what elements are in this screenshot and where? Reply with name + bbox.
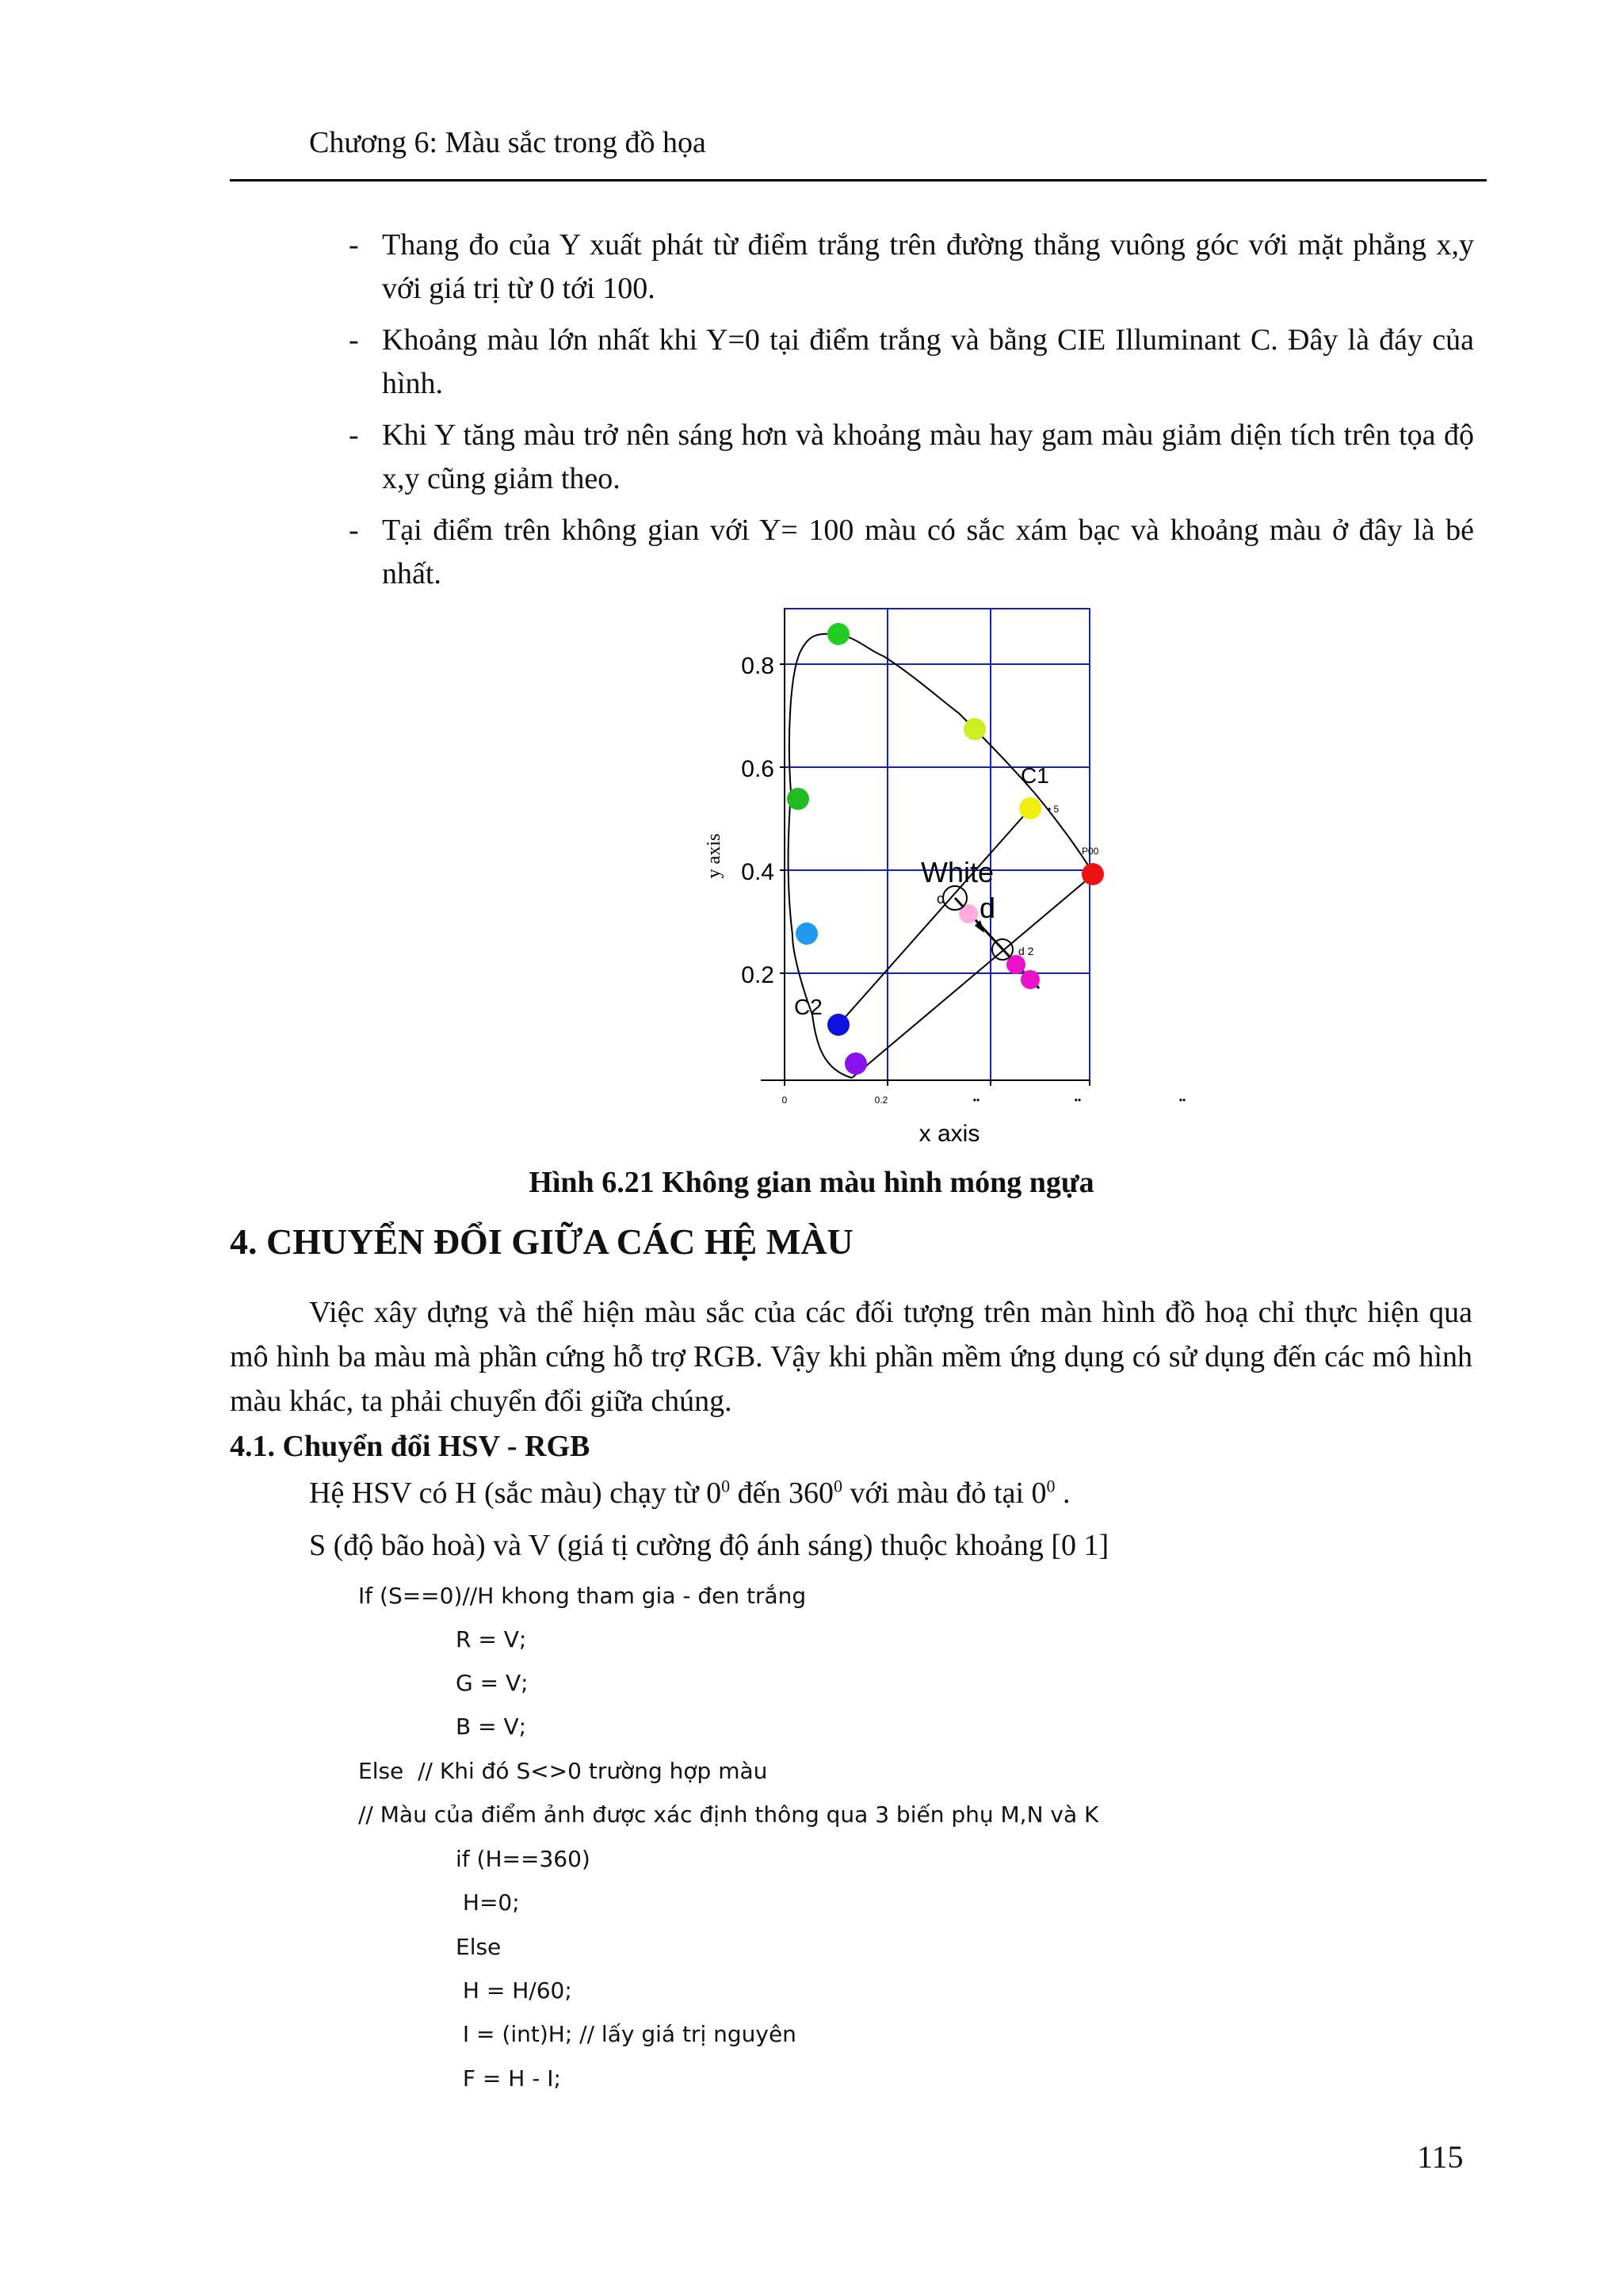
c1-c2-line (838, 808, 1030, 1025)
figure-caption: Hình 6.21 Không gian màu hình móng ngựa (529, 1166, 1094, 1199)
x-tick-label: •• (972, 1095, 980, 1106)
white-label: White (921, 856, 995, 888)
hsv-text: . (1055, 1477, 1071, 1510)
bullet-text: Thang đo của Y xuất phát từ điểm trắng trên đường thẳng vuông góc với mặt phẳng x,y với giá trị từ 0 tới 100. (382, 228, 1474, 305)
y-tick-label: 0.2 (741, 962, 774, 988)
bullet-dash: - (349, 418, 359, 452)
bullet-dash: - (349, 514, 359, 547)
point-magenta (1021, 970, 1040, 989)
degree-superscript: 0 (1046, 1476, 1056, 1496)
bullet-item (349, 509, 1474, 596)
code-line: H = H/60; (456, 1977, 572, 2004)
page-number: 115 (1417, 2139, 1464, 2175)
plot-grid (785, 609, 1090, 1080)
section-paragraph: Việc xây dựng và thể hiện màu sắc của các đối tượng trên màn hình đồ hoạ chỉ thực hiện qua mô hình ba màu mà phần cứng hỗ trợ RGB. Vậy khi phần mềm ứng dụng có sử dụng đến các mô hình màu khác, ta phải chuyển đổi giữa chúng. (230, 1296, 1472, 1418)
code-line: I = (int)H; // lấy giá trị nguyên (456, 2021, 796, 2047)
subsection-heading: 4.1. Chuyển đổi HSV - RGB (230, 1430, 590, 1463)
x-axis (761, 1080, 1090, 1086)
section-heading: 4. CHUYỂN ĐỔI GIỮA CÁC HỆ MÀU (230, 1221, 854, 1262)
x-axis-label: x axis (918, 1121, 980, 1147)
code-line: B = V; (456, 1713, 527, 1740)
y-axis (780, 609, 785, 1080)
point-violet (845, 1052, 867, 1075)
bullet-dash: - (349, 323, 359, 357)
bullet-item (349, 223, 1474, 311)
hsv-text: đến 360 (730, 1477, 834, 1510)
point-green-left (787, 788, 809, 810)
x-tick-label: 0 (781, 1095, 788, 1106)
y-tick-label: 0.4 (741, 859, 774, 885)
point-red (1082, 863, 1104, 885)
hsv-text: với màu đỏ tại 0 (842, 1477, 1047, 1510)
y-tick-label: 0.6 (741, 756, 774, 782)
code-line: Else (456, 1934, 502, 1960)
code-line: Else // Khi đó S<>0 trường hợp màu (358, 1758, 768, 1784)
degree-superscript: 0 (833, 1476, 842, 1496)
sv-range-line: S (độ bão hoà) và V (giá tị cường độ ánh sáng) thuộc khoảng [0 1] (309, 1529, 1109, 1562)
bullet-text: Khi Y tăng màu trở nên sáng hơn và khoảng màu hay gam màu giảm diện tích trên tọa độ x,y cũng giảm theo. (382, 418, 1474, 495)
page-header-title: Chương 6: Màu sắc trong đồ họa (309, 126, 706, 159)
bullet-text: Khoảng màu lớn nhất khi Y=0 tại điểm trắng và bằng CIE Illuminant C. Đây là đáy của hình. (382, 323, 1474, 400)
bullet-text: Tại điểm trên không gian với Y= 100 màu có sắc xám bạc và khoảng màu ở đây là bé nhất. (382, 514, 1474, 590)
x-tick-label: 0.2 (874, 1095, 888, 1106)
x-tick-label: •• (1178, 1095, 1186, 1106)
point-cyan-blue (796, 923, 818, 945)
point-yellow-green (964, 718, 986, 740)
c1-point-label: • 5 (1048, 804, 1060, 815)
point-yellow (1019, 797, 1041, 819)
x-tick-label: •• (1074, 1095, 1082, 1106)
code-line: If (S==0)//H khong tham gia - đen trắng (358, 1583, 807, 1609)
hsv-text: Hệ HSV có H (sắc màu) chạy từ 0 (309, 1477, 722, 1510)
d-label: d (980, 892, 996, 924)
code-line: G = V; (456, 1670, 529, 1696)
d2-label: d 2 (1018, 945, 1034, 957)
point-green-top (827, 623, 850, 645)
code-line: F = H - I; (456, 2065, 561, 2092)
code-line: H=0; (456, 1889, 520, 1916)
header-divider (230, 179, 1487, 181)
bullet-list (349, 223, 1474, 604)
y-axis-label: y axis (704, 833, 724, 879)
c2-label: C2 (794, 995, 823, 1019)
p00-label: P00 (1082, 846, 1099, 857)
hsv-range-line (309, 1476, 1071, 1511)
y-tick-label: 0.8 (741, 653, 774, 679)
bullet-item (349, 319, 1474, 406)
code-line: R = V; (456, 1626, 527, 1652)
bullet-item (349, 414, 1474, 501)
c-label: c (937, 891, 944, 907)
degree-superscript: 0 (721, 1476, 731, 1496)
c1-label: C1 (1021, 763, 1049, 788)
cie-horseshoe-figure (697, 602, 1205, 1157)
code-line: if (H==360) (456, 1846, 590, 1872)
code-line: // Màu của điểm ảnh được xác định thông qua 3 biến phụ M,N và K (358, 1801, 1099, 1828)
bullet-dash: - (349, 228, 359, 262)
point-blue (827, 1014, 850, 1036)
